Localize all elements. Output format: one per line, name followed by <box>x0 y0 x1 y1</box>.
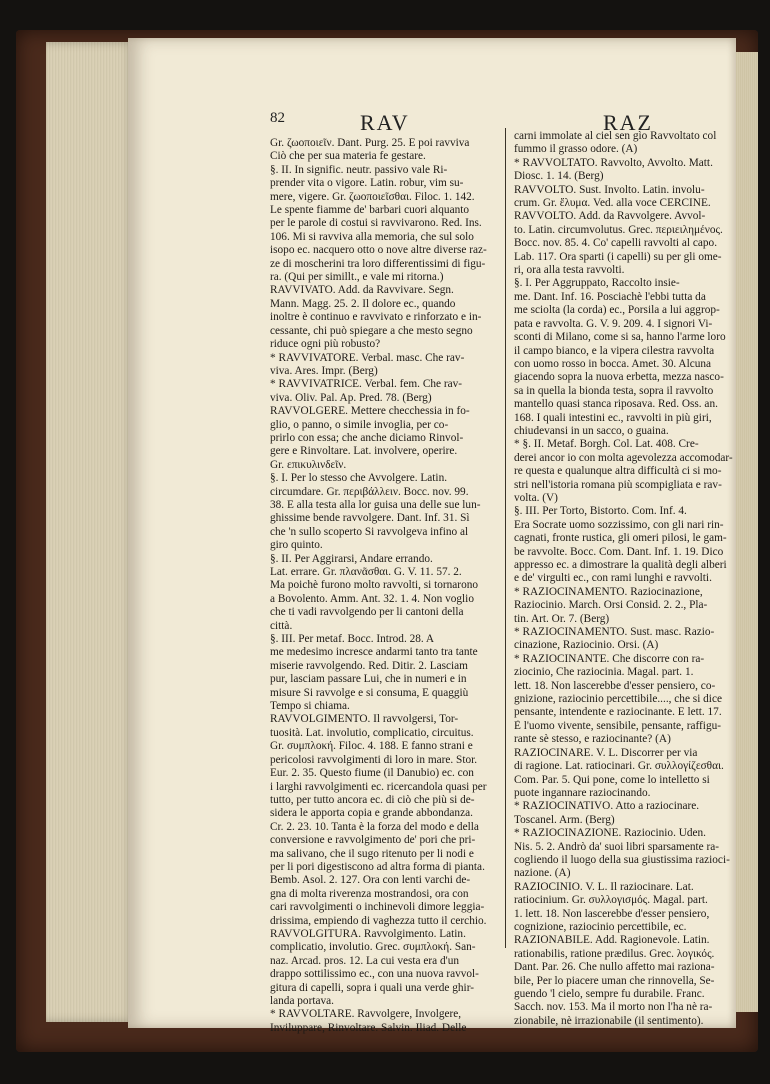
text-line: rante sè stesso, e raziocinante? (A) <box>514 733 671 746</box>
text-line: ze di moscherini tra loro differentissimi di figu- <box>270 257 486 270</box>
text-line: 1. lett. 18. Non lascerebbe d'esser pensiero, <box>514 907 710 920</box>
text-line: me sciolta (la corda) ec., Porsila a lui aggrop- <box>514 304 720 317</box>
running-head-right: RAZ <box>603 110 653 135</box>
text-line: * RAZIOCINAMENTO. Sust. masc. Razio- <box>514 626 715 639</box>
text-line: Bocc. nov. 85. 4. Co' capelli ravvolti al capo. <box>514 237 718 250</box>
text-line: cessante, chi può spiegare a che mesto segno <box>270 324 473 337</box>
text-line: Lat. errare. Gr. πλανᾶσθαι. G. V. 11. 57. 2. <box>270 566 462 578</box>
text-line: Era Socrate uomo sozzissimo, con gli nari rin- <box>514 518 724 531</box>
text-line: * RAVVOLTATO. Ravvolto, Avvolto. Matt. <box>514 156 713 169</box>
text-line: Tempo si chiama. <box>270 700 350 713</box>
text-line: sidera le apporta copia e grande abbondanza. <box>270 807 473 820</box>
text-line: miserie ravvolgendo. Red. Ditir. 2. Lasciam <box>270 659 468 672</box>
text-line: crum. Gr. ἔλυμα. Ved. alla voce CERCINE. <box>514 197 711 210</box>
text-line: nazione. (A) <box>514 867 571 880</box>
text-line: pensante, intendente e raziocinante. E lett. 17. <box>514 706 722 719</box>
text-line: ratiocinium. Gr. συλλογισμός. Magal. part. <box>514 894 708 907</box>
running-head-left: RAV <box>360 110 410 135</box>
text-line: Ma poichè furono molto ravvolti, si tornarono <box>270 579 479 592</box>
column-divider <box>505 128 506 948</box>
text-line: §. I. Per lo stesso che Avvolgere. Latin. <box>270 472 448 485</box>
text-line: puote ingannare raziocinando. <box>514 786 651 799</box>
right-column <box>514 130 734 1028</box>
text-line: RAVVOLGITURA. Ravvolgimento. Latin. <box>270 927 466 940</box>
text-line: inoltre è continuo e ravvivato e rinforzato e in- <box>270 311 482 324</box>
text-line: città. <box>270 619 293 632</box>
text-line: chiudevansi in un sacco, o guaina. <box>514 424 669 437</box>
text-line: §. II. Per Aggirarsi, Andare errando. <box>270 552 433 565</box>
left-column <box>270 137 496 1035</box>
text-line: gnizione, raziocinio percettibile...., che si dice <box>514 693 722 706</box>
text-line: prender vita o vigore. Latin. robur, vim su- <box>270 177 464 190</box>
text-line: complicatio, involutio. Grec. συμπλοκή. San- <box>270 941 476 954</box>
text-line: Le spente fiamme de' barbari cuori alquanto <box>270 204 470 217</box>
text-line: RAZIOCINARE. V. L. Discorrer per via <box>514 746 698 759</box>
text-line: Gr. συμπλοκή. Filoc. 4. 188. E fanno strani e <box>270 740 473 753</box>
text-line: Lab. 117. Ora sparti (i capelli) su per gli ome- <box>514 250 722 263</box>
text-line: be ravvolte. Bocc. Com. Dant. Inf. 1. 19. Dico <box>514 545 724 558</box>
text-line: RAVVIVATO. Add. da Ravvivare. Segn. <box>270 284 454 297</box>
text-line: §. III. Per metaf. Bocc. Introd. 28. A <box>270 633 435 646</box>
text-line: con uomo rosso in bocca. Amet. 30. Alcuna <box>514 357 712 370</box>
text-line: conversione e ravvolgimento de' pori che pri- <box>270 834 476 847</box>
text-line: mere, vigere. Gr. ζωοποιεῖσθαι. Filoc. 1. 142. <box>270 190 475 203</box>
text-line: zionabile, nè irrazionabile (il sentimento). <box>514 1014 704 1027</box>
text-line: gitura di capelli, sopra i quali una verde ghir- <box>270 981 474 994</box>
text-line: Dant. Par. 26. Che nullo affetto mai raziona- <box>514 961 715 974</box>
text-line: Toscanel. Arm. (Berg) <box>514 813 615 826</box>
text-line: lett. 18. Non lascerebbe d'esser pensiero, co- <box>514 679 716 692</box>
text-line: rationabilis, ratione prædilus. Grec. λογικός. <box>514 947 715 960</box>
text-line: fummo il grasso odore. (A) <box>514 143 638 156</box>
text-line: guendo 'l cielo, sempre fu durabile. Franc. <box>514 988 705 1000</box>
text-line: appresso ec. a dimostrare la qualità degli alberi <box>514 559 727 571</box>
text-line: RAZIONABILE. Add. Ragionevole. Latin. <box>514 934 710 947</box>
text-line: viva. Oliv. Pal. Ap. Pred. 78. (Berg) <box>270 391 432 404</box>
text-line: naz. Arcad. pros. 12. La cui vesta era d'un <box>270 954 459 967</box>
text-line: cari ravvolgimenti o inchinevoli dimore leggia- <box>270 901 485 914</box>
text-line: cognizione, raziocinio percettibile, ec. <box>514 920 687 933</box>
text-line: glio, o panno, o simile invoglia, per co- <box>270 418 449 431</box>
text-line: tin. Art. Or. 7. (Berg) <box>514 612 610 625</box>
text-line: sconti di Milano, come si sa, hanno l'arme loro <box>514 331 726 344</box>
text-line: drappo sottilissimo ec., con una nuova ravvol- <box>270 968 479 981</box>
text-line: landa portava. <box>270 995 334 1007</box>
text-line: Ciò che per sua materia fe gestare. <box>270 150 426 163</box>
text-line: Diosc. 1. 14. (Berg) <box>514 170 604 183</box>
text-line: RAVVOLGIMENTO. Il ravvolgersi, Tor- <box>270 713 459 726</box>
text-line: derei ancor io con molta agevolezza accomodar- <box>514 451 733 464</box>
text-line: giacendo sopra la nuova erbetta, mezza nasco- <box>514 371 724 384</box>
text-line: * RAZIOCINATIVO. Atto a raziocinare. <box>514 800 700 813</box>
right-page-edges <box>736 52 758 1012</box>
text-line: Gr. επικυλινδεῖν. <box>270 458 347 471</box>
text-line: prirlo con essa; che anche diciamo Rinvol- <box>270 431 464 444</box>
text-line: isopo ec. nacquero otto o nove altre diverse raz- <box>270 244 487 257</box>
text-line: Bemb. Asol. 2. 127. Ora con lenti varchi de- <box>270 874 471 887</box>
text-line: RAVVOLTO. Sust. Involto. Latin. involu- <box>514 183 705 196</box>
text-line: * RAZIOCINAMENTO. Raziocinazione, <box>514 585 703 598</box>
text-line: Raziocinio. March. Orsi Consid. 2. 2., Pla- <box>514 599 708 612</box>
text-line: ri, ora alla testa ravvolti. <box>514 264 625 277</box>
text-line: * RAZIOCINAZIONE. Raziocinio. Uden. <box>514 827 707 840</box>
text-line: drissima, empiendo di vaghezza tutto il cerchio. <box>270 914 487 927</box>
text-line: me medesimo incresce andarmi tanto tra tante <box>270 646 478 659</box>
text-line: di ragione. Lat. ratiocinari. Gr. συλλογίζεσθαι. <box>514 760 724 773</box>
text-line: Cr. 2. 23. 10. Tanta è la forza del modo e della <box>270 820 479 833</box>
text-line: §. I. Per Aggruppato, Raccolto insie- <box>514 277 680 290</box>
text-line: il campo bianco, e la vipera cilestra ravvolta <box>514 344 715 357</box>
text-line: tutto, per tutto ancora ec. di ciò che più si de- <box>270 793 475 806</box>
text-line: che ti vadi ravvolgendo per li cantoni della <box>270 606 464 619</box>
text-line: per le parole di costui si ravvivarono. Red. Ins. <box>270 217 482 230</box>
text-line: volta. (V) <box>514 491 558 504</box>
text-line: Com. Par. 5. Qui pone, come lo intelletto si <box>514 773 710 786</box>
text-line: * RAVVIVATORE. Verbal. masc. Che rav- <box>270 351 465 364</box>
text-line: carni immolate al ciel sen gìo Ravvoltato col <box>514 130 717 142</box>
text-line: 106. Mi si ravviva alla memoria, che sul solo <box>270 230 474 243</box>
text-line: gna di molta riverenza mostrandosi, ora con <box>270 887 469 900</box>
text-line: viva. Ares. Impr. (Berg) <box>270 364 378 377</box>
text-line: ma salivano, che il sugo ritenuto per li nodi e <box>270 847 474 860</box>
text-line: stri nell'istoria romana più scompigliata e rav- <box>514 478 722 491</box>
text-line: Mann. Magg. 25. 2. Il dolore ec., quando <box>270 297 456 310</box>
text-line: bile, Per lo piacere uman che rinnovella, Se- <box>514 974 715 987</box>
text-line: to. Latin. circumvolutus. Grec. περιειλημένος. <box>514 223 723 236</box>
text-line: * RAVVIVATRICE. Verbal. fem. Che rav- <box>270 378 463 391</box>
page-number: 82 <box>270 110 285 126</box>
text-line: riduce ogni più robusto? <box>270 338 381 351</box>
text-line: §. III. Per Torto, Bistorto. Com. Inf. 4. <box>514 505 687 518</box>
text-line: RAVVOLTO. Add. da Ravvolgere. Avvol- <box>514 210 706 223</box>
text-line: Sacch. nov. 153. Ma il morto non l'ha nè ra- <box>514 1001 713 1014</box>
text-line: ziocinio, Che raziocinia. Magal. part. 1. <box>514 666 694 679</box>
text-line: gere e Rinvoltare. Lat. involvere, operire. <box>270 445 458 458</box>
text-line: cinazione, Raziocinio. Orsi. (A) <box>514 639 659 652</box>
text-line: circumdare. Gr. περιβάλλειν. Bocc. nov. 99. <box>270 485 469 498</box>
text-line: i larghi ravvolgimenti ec. ricercandola quasi per <box>270 780 487 793</box>
text-line: sa in quella la bionda testa, sopra il ravvolto <box>514 384 714 397</box>
text-line: che 'n sullo scoperto Si ravvolgeva infino al <box>270 525 469 538</box>
text-line: §. II. In signific. neutr. passivo vale Ri- <box>270 163 448 176</box>
text-line: pata e ravvolta. G. V. 9. 209. 4. I signori Vi- <box>514 317 713 330</box>
text-line: mantello quasi stanca riposava. Red. Oss. an. <box>514 398 718 411</box>
text-line: pericolosi ravvolgimenti di loro in mare. Stor. <box>270 753 478 766</box>
text-line: cogliendo il luogo della sua giustissima razioci- <box>514 853 730 866</box>
text-line: me. Dant. Inf. 16. Posciachè l'ebbi tutta da <box>514 290 706 303</box>
text-line: tuosità. Lat. involutio, complicatio, circuitus. <box>270 726 474 739</box>
text-line: 168. I quali intestini ec., ravvolti in più giri, <box>514 411 712 424</box>
text-line: ra. (Qui per simillt., e vale mi ritorna.) <box>270 271 444 284</box>
text-line: e de' virgulti ec., con rami lunghi e ravvolti. <box>514 572 712 585</box>
text-line: Gr. ζωοποιεῖν. Dant. Purg. 25. E poi ravviva <box>270 137 470 149</box>
page-edges <box>46 42 136 1022</box>
text-line: cagnati, fronte rustica, gli omeri pilosi, le gam- <box>514 532 727 545</box>
text-line: pur, lasciam passare Lui, che in numeri e in <box>270 673 467 686</box>
text-line: Eur. 2. 35. Questo fiume (il Danubio) ec. con <box>270 767 474 780</box>
text-line: È l'uomo vivente, sensibile, pensante, raffigu- <box>514 719 722 732</box>
text-line: a Bovolento. Amm. Ant. 32. 1. 4. Non voglio <box>270 592 474 605</box>
text-line: ghissime bende ravvolgere. Dant. Inf. 31. Sì <box>270 512 470 525</box>
text-line: 38. E alla testa alla lor guisa una delle sue lun- <box>270 498 481 511</box>
text-line: re questa e qualunque altra difficultà ci si mo- <box>514 465 722 478</box>
text-line: per li pori digestiscono ad altra forma di pianta. <box>270 860 485 873</box>
text-line: * RAVVOLTARE. Ravvolgere, Involgere, <box>270 1008 462 1021</box>
text-line: Inviluppare, Rinvoltare. Salvin. Iliad. Delle <box>270 1021 467 1034</box>
text-line: giro quinto. <box>270 539 323 552</box>
text-line: * §. II. Metaf. Borgh. Col. Lat. 408. Cre- <box>514 438 699 451</box>
text-line: Nis. 5. 2. Andrò da' suoi libri sparsamente ra- <box>514 840 720 853</box>
text-line: RAVVOLGERE. Mettere checchessia in fo- <box>270 405 470 418</box>
text-line: RAZIOCINIO. V. L. Il raziocinare. Lat. <box>514 880 694 893</box>
text-line: * RAZIOCINANTE. Che discorre con ra- <box>514 652 705 665</box>
text-line: misure Si ravvolge e si consuma, E quaggiù <box>270 686 469 699</box>
